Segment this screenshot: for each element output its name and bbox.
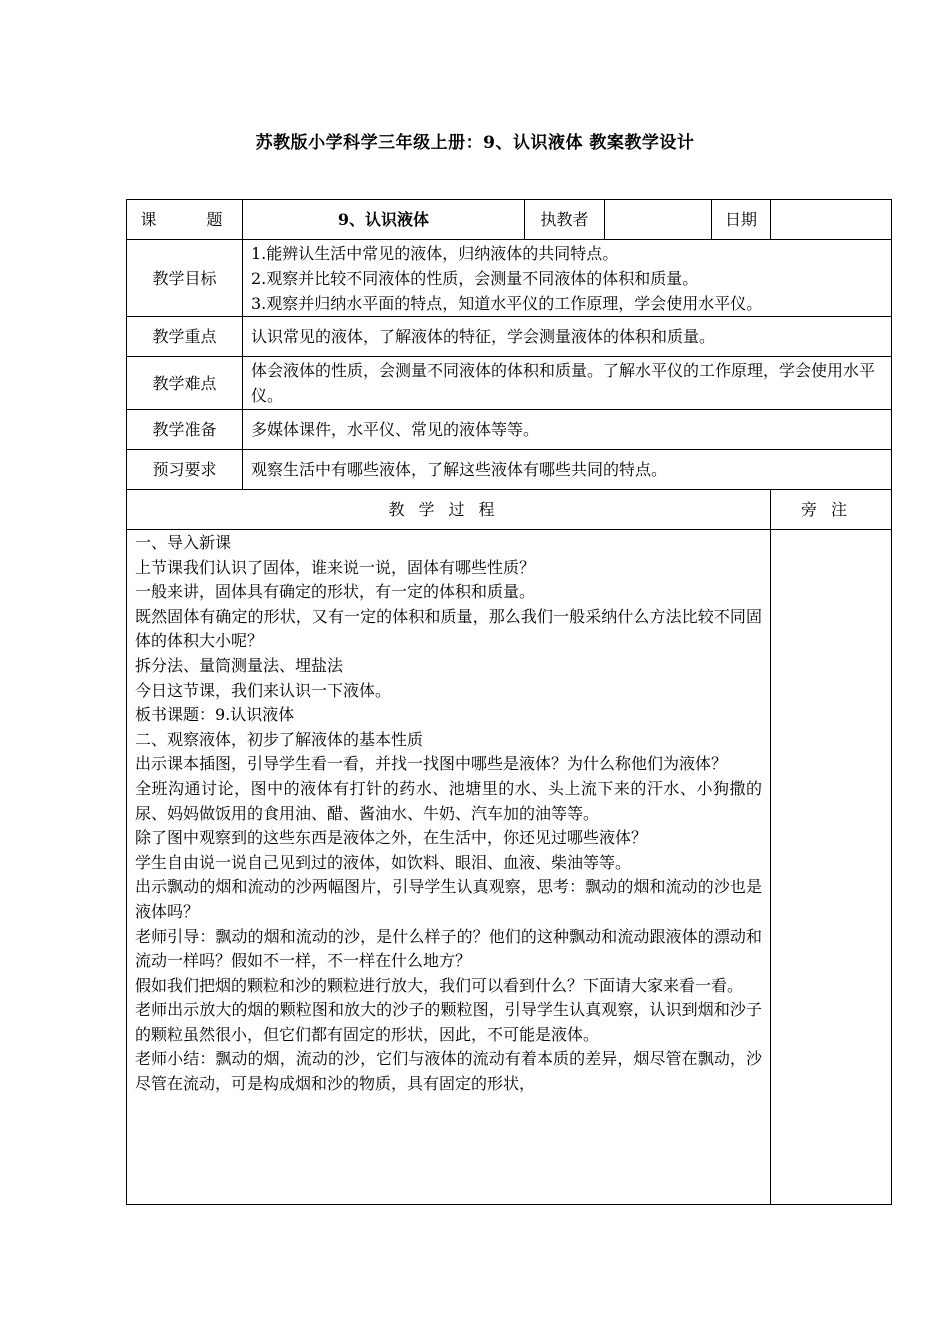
process-paragraph: 出示课本插图，引导学生看一看，并找一找图中哪些是液体？为什么称他们为液体？	[135, 754, 728, 774]
process-paragraph: 学生自由说一说自己见到过的液体，如饮料、眼泪、血液、柴油等等。	[135, 852, 632, 872]
goals-content	[243, 240, 892, 317]
teacher-value	[605, 200, 712, 240]
process-paragraph: 一、导入新课	[135, 533, 232, 552]
process-paragraph: 假如我们把烟的颗粒和沙的颗粒进行放大，我们可以看到什么？下面请大家来看一看。	[135, 975, 744, 995]
process-content	[127, 530, 771, 1205]
difficulty-content: 体会液体的性质，会测量不同液体的体积和质量。了解水平仪的工作原理，学会使用水平仪。	[243, 357, 892, 410]
notes-content	[771, 530, 892, 1205]
goals-row	[127, 240, 892, 317]
notes-header: 旁注	[771, 490, 892, 530]
lesson-plan-table	[126, 199, 892, 1205]
goal-item: 1.能辨认生活中常见的液体，归纳液体的共同特点。	[251, 243, 619, 263]
preview-content: 观察生活中有哪些液体，了解这些液体有哪些共同的特点。	[243, 450, 892, 490]
difficulty-row	[127, 357, 892, 410]
preview-label: 预习要求	[127, 450, 243, 490]
focus-label: 教学重点	[127, 317, 243, 357]
goals-label: 教学目标	[127, 240, 243, 317]
document-title: 苏教版小学科学三年级上册：9、认识液体 教案教学设计	[255, 133, 695, 153]
focus-content: 认识常见的液体，了解液体的特征，学会测量液体的体积和质量。	[243, 317, 892, 357]
process-paragraph: 一般来讲，固体具有确定的形状，有一定的体积和质量。	[135, 582, 536, 602]
difficulty-label: 教学难点	[127, 357, 243, 410]
preparation-row	[127, 410, 892, 450]
process-paragraph: 老师出示放大的烟的颗粒图和放大的沙子的颗粒图，引导学生认真观察，认识到烟和沙子的颗粒虽然很小，但它们都有固定的形状，因此，不可能是液体。	[135, 1000, 762, 1044]
process-paragraph: 老师引导：飘动的烟和流动的沙，是什么样子的？他们的这种飘动和流动跟液体的漂动和流动一样吗？假如不一样，不一样在什么地方？	[135, 926, 762, 971]
process-header: 教学过程	[127, 490, 771, 530]
preparation-label: 教学准备	[127, 410, 243, 450]
process-paragraph: 今日这节课，我们来认识一下液体。	[135, 680, 392, 700]
process-paragraph: 板书课题：9.认识液体	[135, 705, 295, 725]
process-header-row	[127, 490, 892, 530]
preparation-content: 多媒体课件，水平仪、常见的液体等等。	[243, 410, 892, 450]
goal-item: 2.观察并比较不同液体的性质，会测量不同液体的体积和质量。	[251, 268, 699, 288]
teacher-label: 执教者	[525, 200, 605, 240]
process-paragraph: 全班沟通讨论，图中的液体有打针的药水、池塘里的水、头上流下来的汗水、小狗撒的尿、妈妈做饭用的食用油、醋、酱油水、牛奶、汽车加的油等等。	[135, 778, 762, 823]
topic-label: 课 题	[127, 200, 243, 240]
process-paragraph: 除了图中观察到的这些东西是液体之外，在生活中，你还见过哪些液体？	[135, 828, 648, 848]
date-value	[771, 200, 892, 240]
process-paragraph: 既然固体有确定的形状，又有一定的体积和质量，那么我们一般采纳什么方法比较不同固体的体积大小呢？	[135, 606, 762, 651]
process-paragraph: 上节课我们认识了固体，谁来说一说，固体有哪些性质？	[135, 557, 536, 577]
process-paragraph: 老师小结：飘动的烟，流动的沙，它们与液体的流动有着本质的差异，烟尽管在飘动，沙尽管在流动，可是构成烟和沙的物质，具有固定的形状，	[135, 1049, 762, 1094]
goal-item: 3.观察并归纳水平面的特点，知道水平仪的工作原理，学会使用水平仪。	[251, 293, 763, 313]
preview-row	[127, 450, 892, 490]
header-row	[127, 200, 892, 240]
date-label: 日期	[712, 200, 771, 240]
process-paragraph: 拆分法、量筒测量法、埋盐法	[135, 655, 344, 675]
topic-value: 9、认识液体	[243, 200, 525, 240]
process-paragraph: 二、观察液体，初步了解液体的基本性质	[135, 729, 424, 749]
focus-row	[127, 317, 892, 357]
process-row	[127, 530, 892, 1205]
process-paragraph: 出示飘动的烟和流动的沙两幅图片，引导学生认真观察，思考：飘动的烟和流动的沙也是液体吗？	[135, 877, 762, 921]
